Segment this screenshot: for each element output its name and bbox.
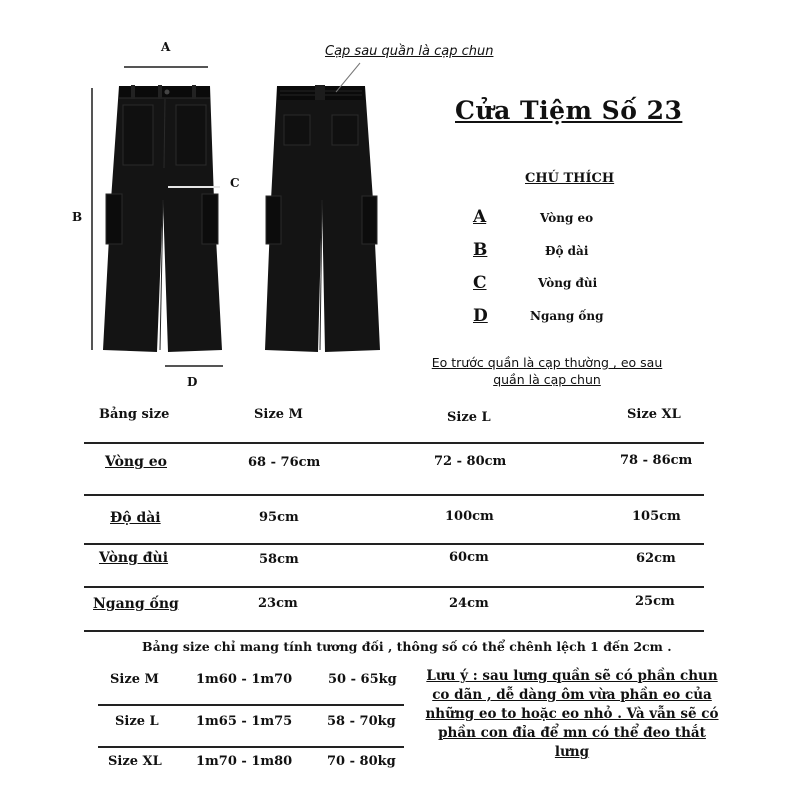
cell-thigh-m: 58cm	[259, 552, 299, 567]
hw-weight-xl: 70 - 80kg	[327, 754, 396, 769]
legend-text-a: Vòng eo	[540, 211, 594, 225]
cell-waist-l: 72 - 80cm	[434, 454, 507, 469]
table-divider	[84, 442, 704, 444]
hw-weight-m: 50 - 65kg	[328, 672, 397, 687]
table-divider	[84, 586, 704, 588]
label-c: C	[230, 176, 240, 190]
table-header-size-xl: Size XL	[627, 407, 681, 422]
waist-note-line-1: Eo trước quần là cạp thường , eo sau	[431, 355, 663, 370]
table-header-size-m: Size M	[254, 407, 303, 422]
notice-line-3: những eo to hoặc eo nhỏ . Và vẫn sẽ có	[425, 706, 719, 722]
legend-text-b: Độ dài	[545, 244, 589, 258]
notice-line-5: lưng	[554, 744, 590, 760]
legend-title: CHÚ THÍCH	[525, 171, 615, 186]
legend-text-c: Vòng đùi	[538, 276, 598, 290]
hw-size-m: Size M	[110, 672, 159, 687]
cell-length-xl: 105cm	[632, 509, 681, 524]
hw-height-l: 1m65 - 1m75	[196, 714, 293, 729]
cell-leg-l: 24cm	[449, 596, 489, 611]
notice-line-4: phần con đỉa để mn có thể đeo thắt	[438, 725, 706, 741]
table-divider	[98, 704, 404, 706]
hw-height-xl: 1m70 - 1m80	[196, 754, 293, 769]
cell-leg-xl: 25cm	[635, 594, 675, 609]
notice	[412, 667, 732, 762]
table-header-size-l: Size L	[447, 410, 491, 425]
legend-letter-c: C	[473, 273, 487, 293]
table-divider	[98, 746, 404, 748]
notice-line-1: Lưu ý : sau lưng quần sẽ có phần chun	[426, 668, 718, 684]
legend-text-d: Ngang ống	[530, 309, 604, 323]
legend-letter-a: A	[473, 207, 487, 227]
label-b: B	[72, 210, 83, 224]
row-label-leg-opening: Ngang ống	[93, 596, 179, 612]
cell-leg-m: 23cm	[258, 596, 298, 611]
label-d: D	[187, 375, 198, 389]
cell-length-l: 100cm	[445, 509, 494, 524]
cell-length-m: 95cm	[259, 510, 299, 525]
table-header-label: Bảng size	[99, 407, 170, 422]
row-label-length: Độ dài	[110, 510, 161, 526]
row-label-thigh: Vòng đùi	[99, 550, 169, 566]
pants-back-view	[265, 85, 380, 352]
table-divider	[84, 630, 704, 632]
hw-size-xl: Size XL	[108, 754, 162, 769]
notice-line-2: co dãn , dễ dàng ôm vừa phần eo của	[432, 687, 712, 703]
cell-thigh-l: 60cm	[449, 550, 489, 565]
disclaimer: Bảng size chỉ mang tính tương đối , thông số có thể chênh lệch 1 đến 2cm .	[142, 639, 672, 654]
row-label-waist: Vòng eo	[105, 454, 168, 470]
table-divider	[84, 494, 704, 496]
cell-thigh-xl: 62cm	[636, 551, 676, 566]
pants-diagram	[0, 0, 420, 400]
pants-front-view	[103, 85, 222, 352]
hw-size-l: Size L	[115, 714, 159, 729]
label-a: A	[161, 40, 171, 54]
hw-height-m: 1m60 - 1m70	[196, 672, 293, 687]
hw-weight-l: 58 - 70kg	[327, 714, 396, 729]
waist-note	[414, 354, 680, 388]
back-waist-note: Cạp sau quần là cạp chun	[325, 44, 494, 59]
cell-waist-m: 68 - 76cm	[248, 455, 321, 470]
table-divider	[84, 543, 704, 545]
shop-title: Cửa Tiệm Số 23	[455, 96, 683, 125]
waist-note-line-2: quần là cạp chun	[493, 372, 601, 387]
cell-waist-xl: 78 - 86cm	[620, 453, 693, 468]
legend-letter-b: B	[473, 240, 488, 260]
legend-letter-d: D	[473, 306, 488, 326]
